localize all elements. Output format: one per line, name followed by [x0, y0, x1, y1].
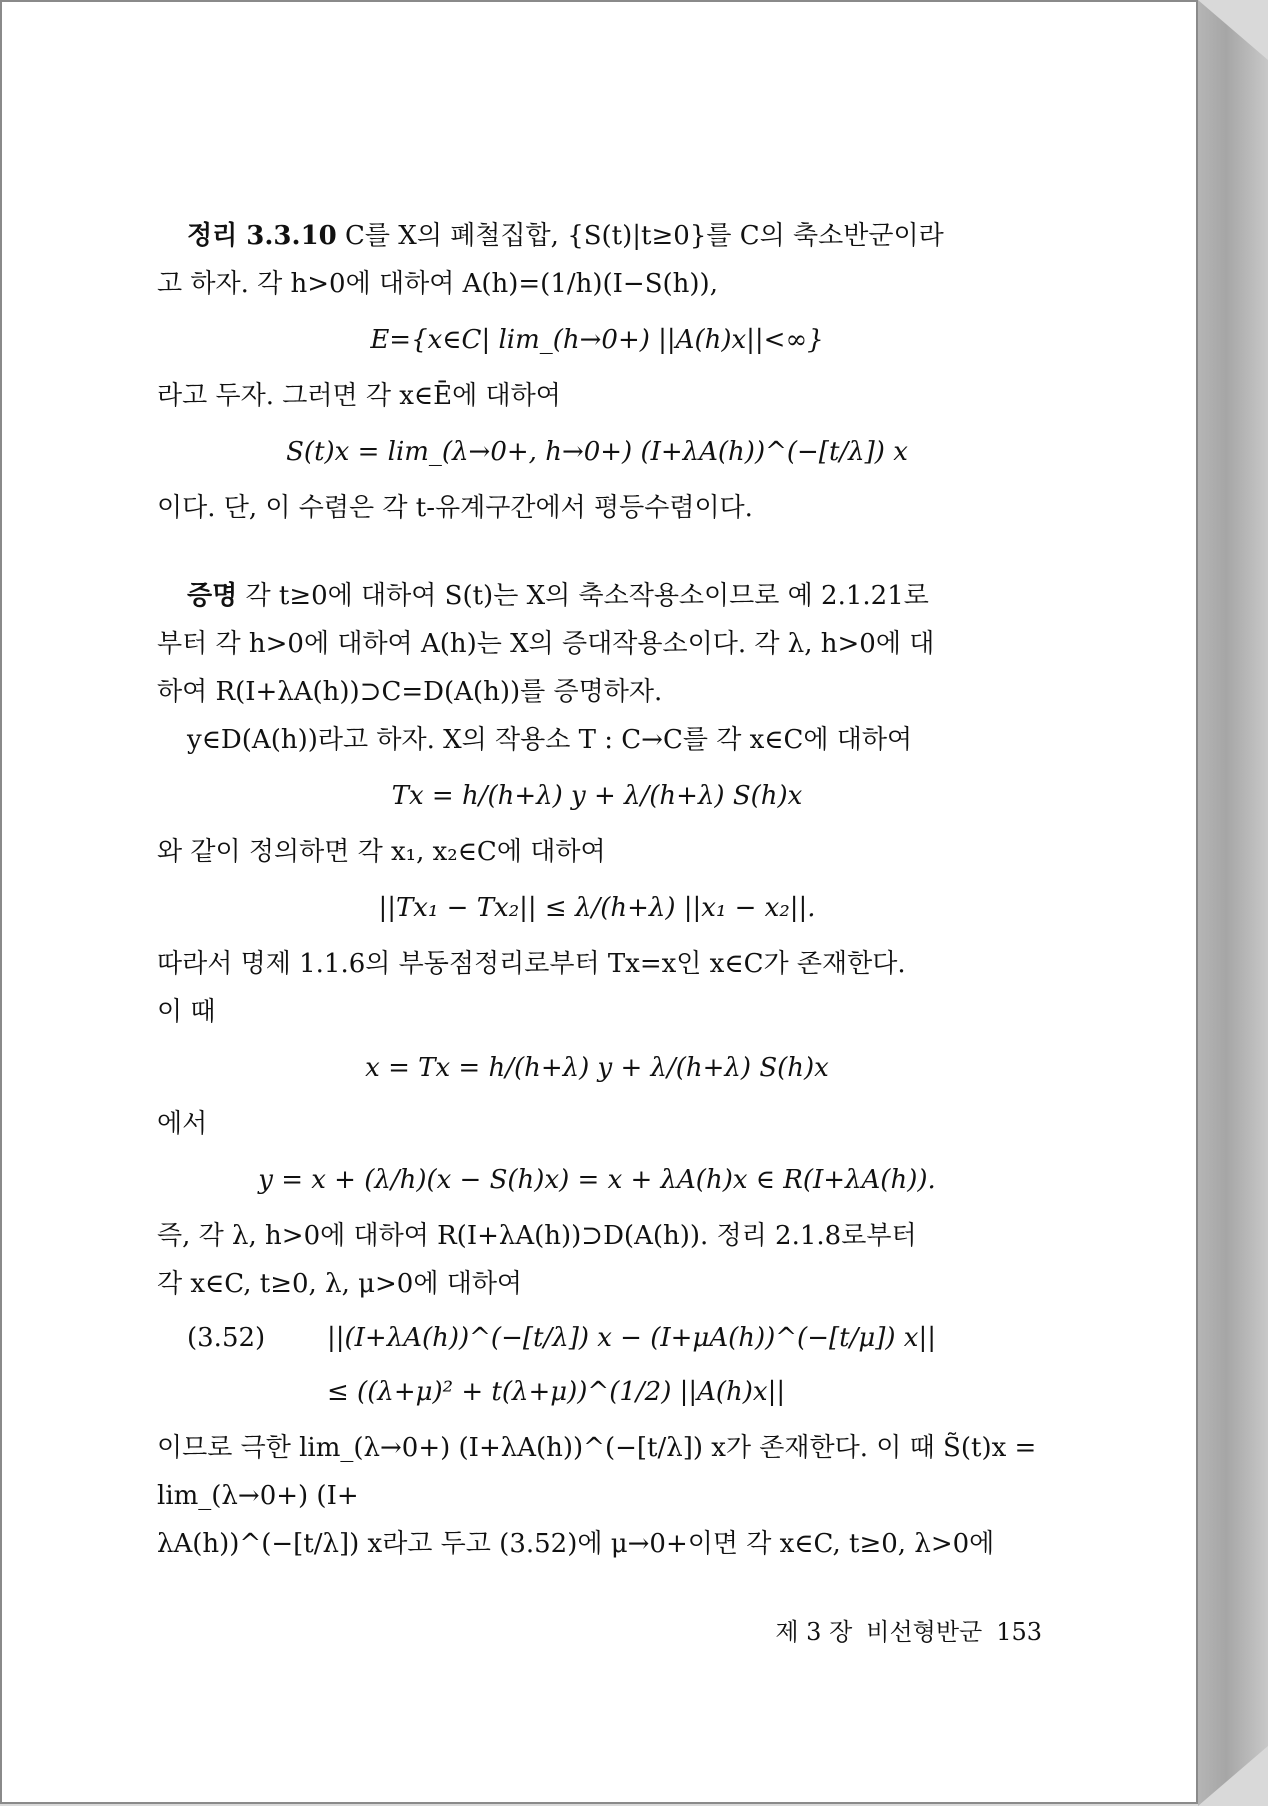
theorem-line-2: 고 하자. 각 h>0에 대하여 A(h)=(1/h)(I−S(h)),: [157, 269, 718, 299]
proof-equation-5b: ≤ ((λ+μ)² + t(λ+μ))^(1/2) ||A(h)x||: [327, 1377, 786, 1407]
proof-line-8: 에서: [157, 1109, 208, 1139]
page-edge-shadow: [1198, 0, 1268, 1806]
theorem-line-3: 라고 두자. 그러면 각 x∈Ē에 대하여: [157, 381, 561, 411]
proof-line-9: 즉, 각 λ, h>0에 대하여 R(I+λA(h))⊃D(A(h)). 정리 2.1.8로부터: [157, 1221, 917, 1251]
proof-label: 증명: [187, 581, 238, 611]
footer-chapter: 제 3 장: [775, 1618, 853, 1646]
theorem-label: 정리 3.3.10: [187, 221, 337, 251]
theorem-line-1: 정리 3.3.10 C를 X의 폐철집합, {S(t)|t≥0}를 C의 축소반군이라: [187, 221, 944, 251]
proof-line-6: 따라서 명제 1.1.6의 부동점정리로부터 Tx=x인 x∈C가 존재한다.: [157, 949, 906, 979]
theorem-equation-2: S(t)x = lim_(λ→0+, h→0+) (I+λA(h))^(−[t/λ]) x: [286, 437, 908, 467]
theorem-equation-1: E={x∈C| lim_(h→0+) ||A(h)x||<∞}: [370, 325, 824, 355]
proof-line-2: 부터 각 h>0에 대하여 A(h)는 X의 증대작용소이다. 각 λ, h>0에 대: [157, 629, 935, 659]
section-gap: [157, 532, 1037, 572]
proof-equation-4: y = x + (λ/h)(x − S(h)x) = x + λA(h)x ∈ R(I+λA(h)).: [258, 1165, 936, 1195]
proof-equation-3: x = Tx = h/(h+λ) y + λ/(h+λ) S(h)x: [365, 1053, 829, 1083]
proof-equation-5a: (3.52) ||(I+λA(h))^(−[t/λ]) x − (I+μA(h))^(−[t/μ]) x||: [157, 1314, 1037, 1362]
proof-equation-2: ||Tx₁ − Tx₂|| ≤ λ/(h+λ) ||x₁ − x₂||.: [378, 893, 816, 923]
proof-line-3: 하여 R(I+λA(h))⊃C=D(A(h))를 증명하자.: [157, 677, 663, 707]
proof-line-7: 이 때: [157, 997, 216, 1027]
proof-line-10: 각 x∈C, t≥0, λ, μ>0에 대하여: [157, 1269, 523, 1299]
proof-line-5: 와 같이 정의하면 각 x₁, x₂∈C에 대하여: [157, 837, 606, 867]
proof-line-12: λA(h))^(−[t/λ]) x라고 두고 (3.52)에 μ→0+이면 각 x∈C, t≥0, λ>0에: [157, 1529, 995, 1559]
footer-title: 비선형반군: [866, 1618, 983, 1646]
page-footer: [702, 1612, 1042, 1647]
theorem-line-4: 이다. 단, 이 수렴은 각 t-유계구간에서 평등수렴이다.: [157, 493, 753, 523]
proof-line-4: y∈D(A(h))라고 하자. X의 작용소 T : C→C를 각 x∈C에 대하여: [187, 725, 913, 755]
equation-number: (3.52): [187, 1323, 266, 1353]
proof-equation-1: Tx = h/(h+λ) y + λ/(h+λ) S(h)x: [391, 781, 803, 811]
proof-line-1: 증명 각 t≥0에 대하여 S(t)는 X의 축소작용소이므로 예 2.1.21로: [187, 581, 929, 611]
proof-line-11: 이므로 극한 lim_(λ→0+) (I+λA(h))^(−[t/λ]) x가 존재한다. 이 때 S̃(t)x = lim_(λ→0+) (I+: [157, 1433, 1037, 1511]
page-content: [157, 212, 1037, 1568]
page-number: 153: [996, 1618, 1042, 1646]
